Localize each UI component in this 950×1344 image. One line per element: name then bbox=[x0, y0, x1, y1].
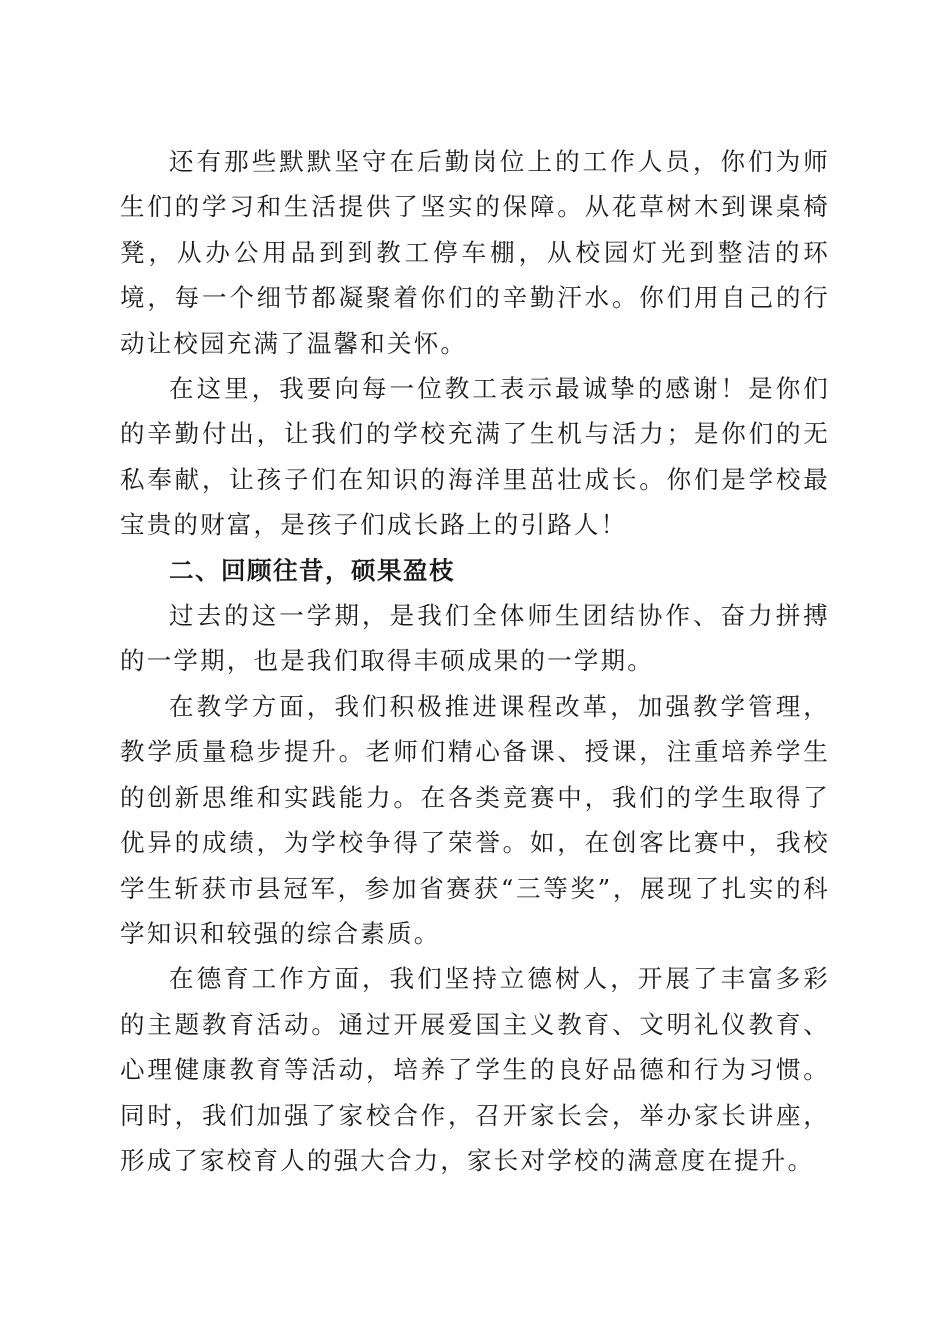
paragraph-semester-review: 过去的这一学期，是我们全体师生团结协作、奋力拼搏的一学期，也是我们取得丰硕成果的一学期。 bbox=[120, 601, 830, 676]
section-heading: 二、回顾往昔，硕果盈枝 bbox=[169, 555, 455, 585]
paragraph-logistics-staff: 还有那些默默坚守在后勤岗位上的工作人员，你们为师生们的学习和生活提供了坚实的保障。从花草树木到课桌椅凳，从办公用品到到教工停车棚，从校园灯光到整洁的环境，每一个细节都凝聚着你们的辛勤汗水。你们用自己的行动让校园充满了温馨和关怀。 bbox=[120, 147, 830, 358]
document-body bbox=[120, 139, 830, 1183]
paragraph-gratitude: 在这里，我要向每一位教工表示最诚挚的感谢！是你们的辛勤付出，让我们的学校充满了生机与活力；是你们的无私奉献，让孩子们在知识的海洋里茁壮成长。你们是学校最宝贵的财富，是孩子们成长路上的引路人！ bbox=[120, 374, 830, 540]
paragraph-moral-education: 在德育工作方面，我们坚持立德树人，开展了丰富多彩的主题教育活动。通过开展爱国主义教育、文明礼仪教育、心理健康教育等活动，培养了学生的良好品德和行为习惯。同时，我们加强了家校合作，召开家长会，举办家长讲座，形成了家校育人的强大合力，家长对学校的满意度在提升。 bbox=[120, 964, 830, 1175]
paragraph-teaching: 在教学方面，我们积极推进课程改革，加强教学管理，教学质量稳步提升。老师们精心备课、授课，注重培养学生的创新思维和实践能力。在各类竞赛中，我们的学生取得了优异的成绩，为学校争得了荣誉。如，在创客比赛中，我校学生斩获市县冠军，参加省赛获“三等奖”，展现了扎实的科学知识和较强的综合素质。 bbox=[120, 691, 830, 948]
